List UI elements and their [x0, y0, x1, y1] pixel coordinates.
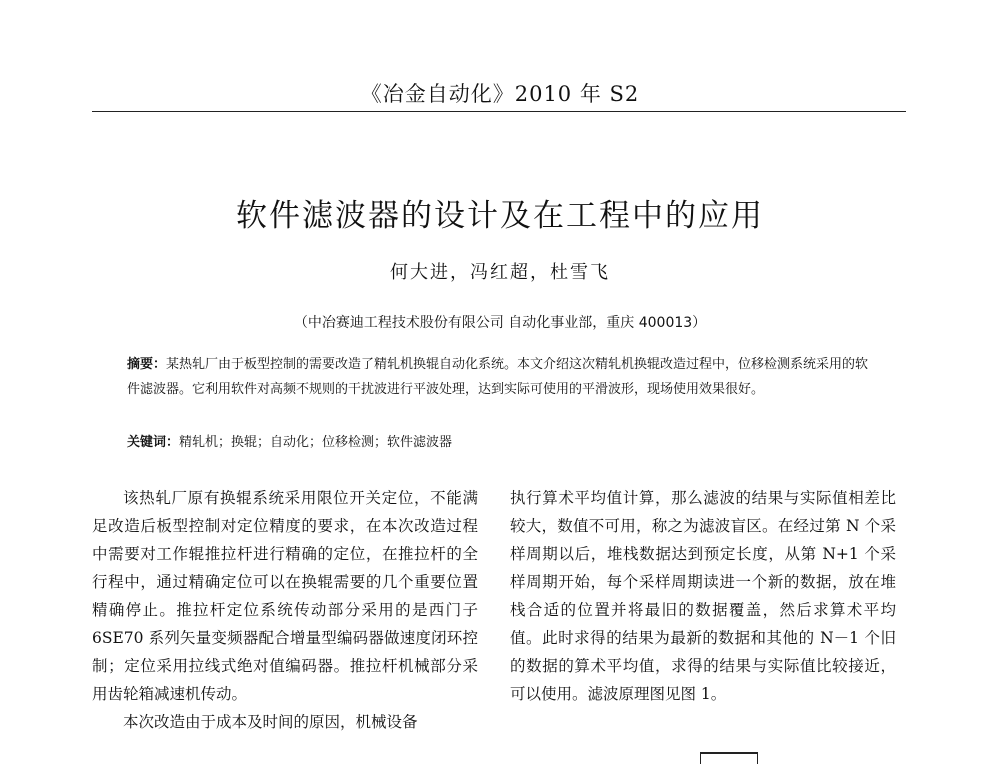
header-rule: [92, 111, 906, 112]
affiliation: （中冶赛迪工程技术股份有限公司 自动化事业部，重庆 400013）: [293, 315, 707, 331]
figure-1-top-edge: [700, 752, 758, 764]
keywords-label: 关键词：: [127, 435, 180, 450]
keywords-text: 精轧机；换辊；自动化；位移检测；软件滤波器: [179, 435, 453, 450]
paper-title: 软件滤波器的设计及在工程中的应用: [236, 198, 764, 234]
abstract: [127, 352, 877, 402]
abstract-text: 某热轧厂由于板型控制的需要改造了精轧机换辊自动化系统。本文介绍这次精轧机换辊改造过程中，位移检测系统采用的软件滤波器。它利用软件对高频不规则的干扰波进行平波处理，达到实际可使用的平滑波形，现场使用效果很好。: [127, 357, 869, 397]
right-paragraph-1: 执行算术平均值计算，那么滤波的结果与实际值相差比较大，数值不可用，称之为滤波盲区。在经过第 N 个采样周期以后，堆栈数据达到预定长度，从第 N+1 个采样周期开始，每个采样周期读进一个新的数据，放在堆栈合适的位置并将最旧的数据覆盖，然后求算术平均值。此时求得的结果为最新的数据和其他的 N－1 个旧的数据的算术平均值，求得的结果与实际值比较接近，可以使用。滤波原理图见图 1。: [510, 489, 896, 703]
journal-header: 《冶金自动化》2010 年 S2: [360, 82, 640, 106]
left-paragraph-1: 该热轧厂原有换辊系统采用限位开关定位，不能满足改造后板型控制对定位精度的要求，在本次改造过程中需要对工作辊推拉杆进行精确的定位，在推拉杆的全行程中，通过精确定位可以在换辊需要的几个重要位置精确停止。推拉杆定位系统传动部分采用的是西门子 6SE70 系列矢量变频器配合增量型编码器做速度闭环控制；定位采用拉线式绝对值编码器。推拉杆机械部分采用齿轮箱减速机传动。: [92, 489, 478, 703]
keywords: [127, 430, 877, 455]
right-column: [510, 484, 896, 708]
abstract-label: 摘要：: [127, 357, 167, 372]
authors: 何大进，冯红超，杜雪飞: [390, 262, 610, 283]
left-paragraph-2: 本次改造由于成本及时间的原因，机械设备: [123, 713, 418, 731]
left-column: [92, 484, 478, 736]
